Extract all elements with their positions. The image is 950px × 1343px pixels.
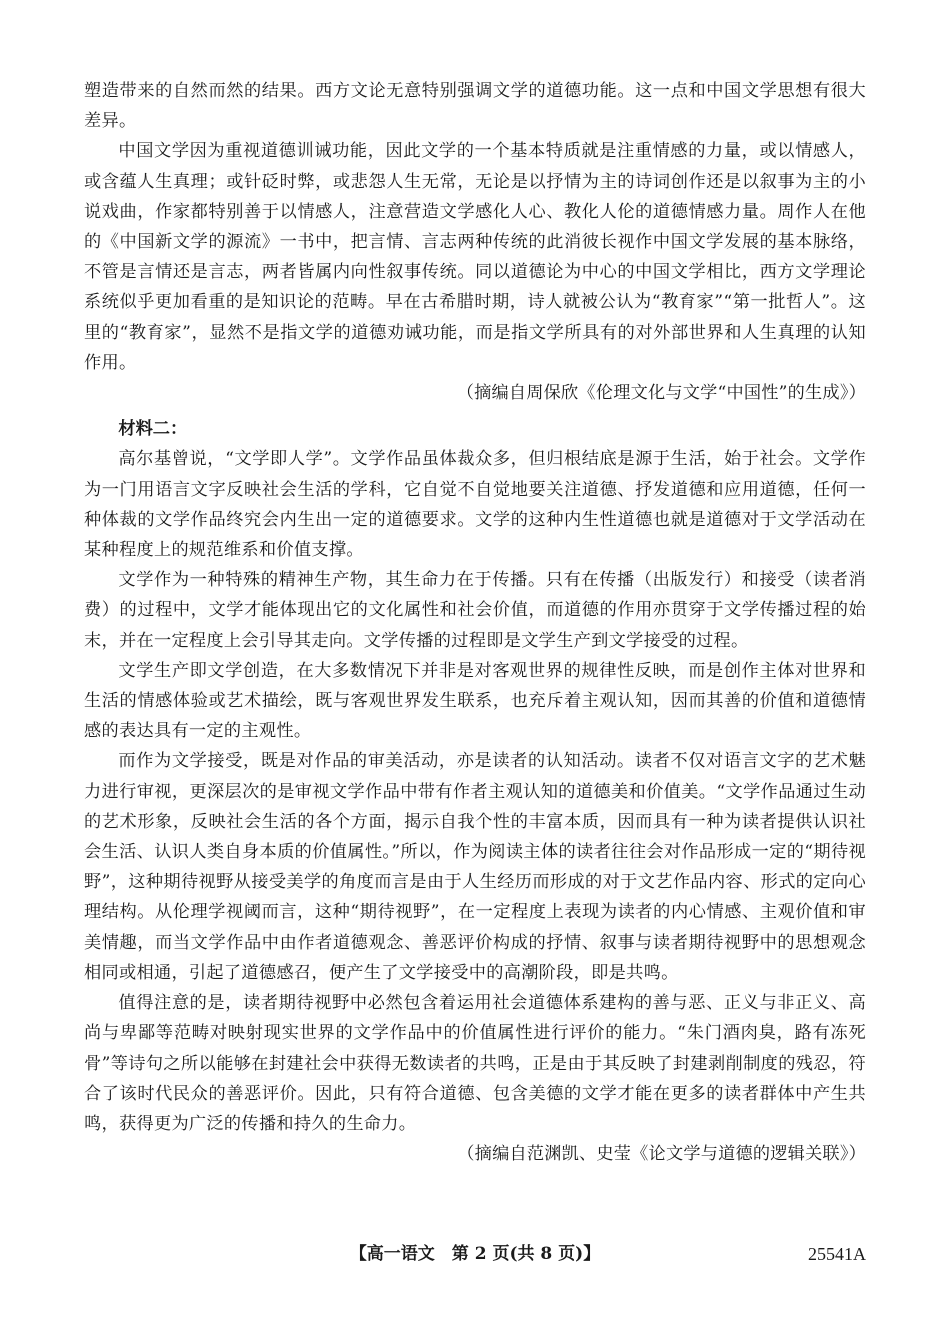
source-citation-one: （摘编自周保欣《伦理文化与文学“中国性”的生成》） (456, 383, 866, 404)
paragraph-chinese-literature: 中国文学因为重视道德训诫功能，因此文学的一个基本特质就是注重情感的力量，或以情感人，或含蕴人生真理；或针砭时弊，或悲怨人生无常，无论是以抒情为主的诗词创作还是以叙事为主的小说戏曲，作家都特别善于以情感人，注意营造文学感化人心、教化人伦的道德情感力量。周作人在他的《中国新文学的源流》一书中，把言情、言志两种传统的此消彼长视作中国文学发展的基本脉络，不管是言情还是言志，两者皆属内向性叙事传统。同以道德论为中心的中国文学相比，西方文学理论系统似乎更加看重的是知识论的范畴。早在古希腊时期，诗人就被公认为“教育家”“第一批哲人”。这里的“教育家”，显然不是指文学的道德劝诫功能，而是指文学所具有的对外部世界和人生真理的认知作用。 (84, 141, 866, 373)
paragraph-dissemination: 文学作为一种特殊的精神生产物，其生命力在于传播。只有在传播（出版发行）和接受（读者消费）的过程中，文学才能体现出它的文化属性和社会价值，而道德的作用亦贯穿于文学传播过程的始末，并在一定程度上会引导其走向。文学传播的过程即是文学生产到文学接受的过程。 (84, 570, 866, 651)
material-two-title: 材料二： (118, 419, 188, 440)
page-footer (84, 1239, 866, 1269)
paragraph-reception: 而作为文学接受，既是对作品的审美活动，亦是读者的认知活动。读者不仅对语言文字的艺术魅力进行审视，更深层次的是审视文学作品中带有作者主观认知的道德美和价值美。“文学作品通过生动的艺术形象，反映社会生活的各个方面，揭示自我个性的丰富本质，因而具有一种为读者提供认识社会生活、认识人类自身本质的价值属性。”所以，作为阅读主体的读者往往会对作品形成一定的“期待视野”，这种期待视野从接受美学的角度而言是由于人生经历而形成的对于文艺作品内容、形式的定向心理结构。从伦理学视阈而言，这种“期待视野”，在一定程度上表现为读者的内心情感、主观价值和审美情趣，而当文学作品中由作者道德观念、善恶评价构成的抒情、叙事与读者期待视野中的思想观念相同或相通，引起了道德感召，便产生了文学接受中的高潮阶段，即是共鸣。 (84, 751, 866, 983)
footer-exam-code: 25541A (808, 1244, 866, 1264)
paragraph-production: 文学生产即文学创造，在大多数情况下并非是对客观世界的规律性反映，而是创作主体对世界和生活的情感体验或艺术描绘，既与客观世界发生联系，也充斥着主观认知，因而其善的价值和道德情感的表达具有一定的主观性。 (84, 660, 866, 742)
document-body (84, 76, 866, 1169)
paragraph-noteworthy: 值得注意的是，读者期待视野中必然包含着运用社会道德体系建构的善与恶、正义与非正义、高尚与卑鄙等范畴对映射现实世界的文学作品中的价值属性进行评价的能力。“朱门酒肉臭，路有冻死骨”等诗句之所以能够在封建社会中获得无数读者的共鸣，正是由于其反映了封建剥削制度的残忍，符合了该时代民众的善恶评价。因此，只有符合道德、包含美德的文学才能在更多的读者群体中产生共鸣，获得更为广泛的传播和持久的生命力。 (84, 993, 866, 1134)
paragraph-gorky: 高尔基曾说，“文学即人学”。文学作品虽体裁众多，但归根结底是源于生活，始于社会。文学作为一门用语言文字反映社会生活的学科，它自觉不自觉地要关注道德、抒发道德和应用道德，任何一种体裁的文学作品终究会内生出一定的道德要求。文学的这种内生性道德也就是道德对于文学活动在某种程度上的规范维系和价值支撑。 (84, 449, 866, 561)
paragraph-continued: 塑造带来的自然而然的结果。西方文论无意特别强调文学的道德功能。这一点和中国文学思想有很大差异。 (84, 81, 866, 132)
footer-page-label: 【高一语文 第 2 页(共 8 页)】 (349, 1244, 601, 1264)
source-citation-two: （摘编自范渊凯、史莹《论文学与道德的逻辑关联》） (457, 1144, 866, 1165)
